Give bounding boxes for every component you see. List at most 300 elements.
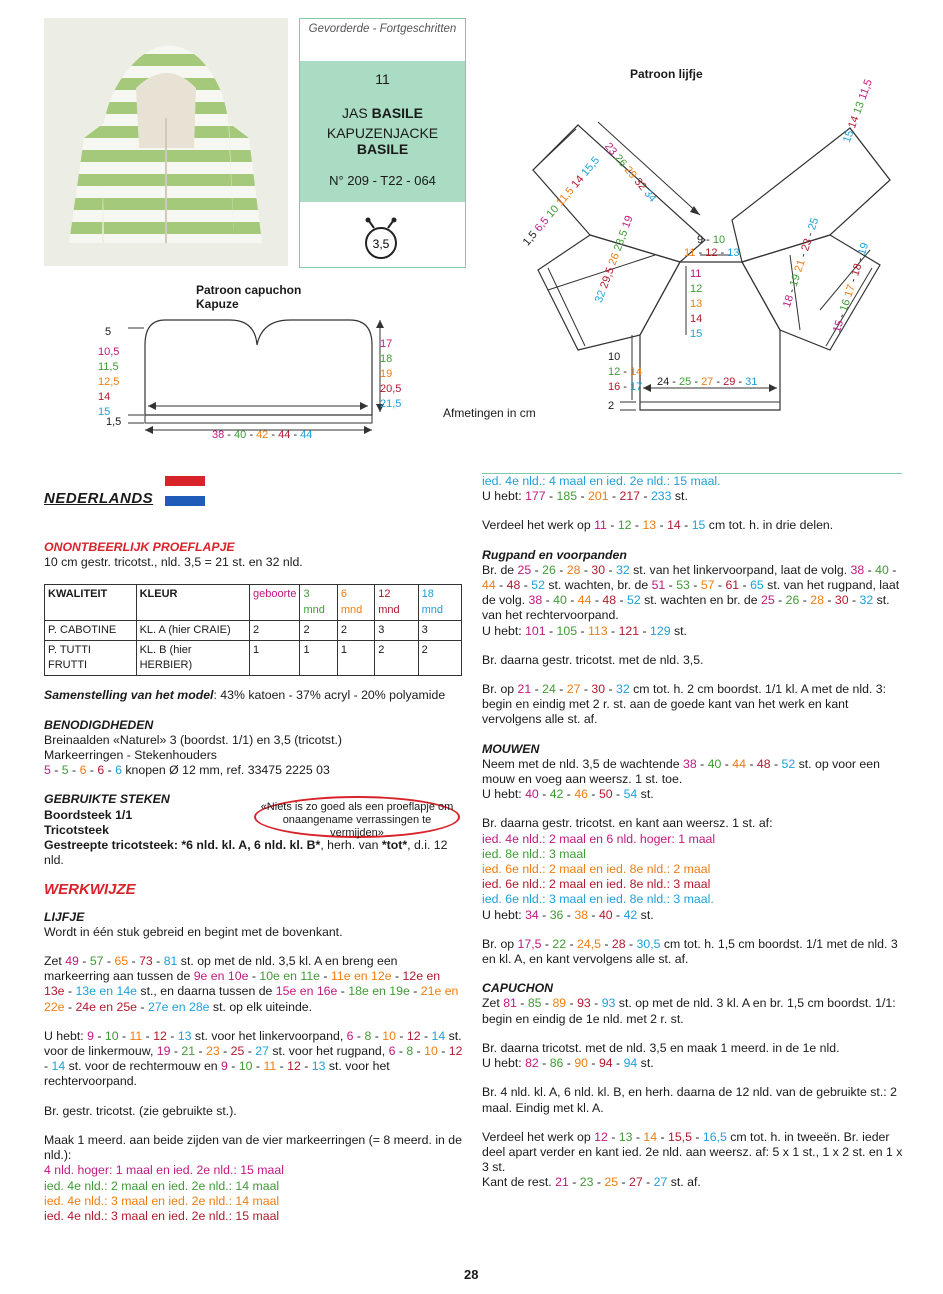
btn-1: 5 [44, 763, 51, 778]
hb-1: 21 [555, 1175, 569, 1190]
fl-5: 32 [592, 288, 609, 305]
rf-c5: 65 [750, 578, 764, 593]
slt-4: 32 [631, 175, 649, 193]
bb-5: 31 [745, 376, 758, 388]
decrease-size-2: ied. 8e nld.: 3 maal [482, 846, 586, 861]
sleeves-knit: Br. daarna gestr. tricotst. en kant aan weersz. 1 st. af: [482, 816, 773, 831]
hct-5: 94 [623, 1056, 638, 1071]
sl-2: 40 [707, 756, 722, 771]
left-column [44, 540, 464, 1224]
srd-4: 23 [799, 237, 815, 253]
hood-bottom-5: 44 [300, 429, 313, 441]
hood-bottom-1: 38 [212, 429, 225, 441]
title-nl-bold: BASILE [371, 105, 423, 121]
slc2-4: 40 [598, 907, 613, 922]
hct-1: 82 [525, 1056, 539, 1071]
sc-d3: 10 [424, 1044, 438, 1059]
btn-4: 6 [97, 763, 105, 778]
hd-2: 13 [618, 1129, 633, 1144]
slc-1: 40 [525, 787, 539, 802]
bfc-5: 129 [650, 623, 671, 638]
increase-size-5: ied. 4e nld.: 4 maal en ied. 2e nld.: 15 maal. [482, 474, 721, 488]
sc-c2: 21 [181, 1044, 196, 1059]
hood-right-4: 20,5 [380, 383, 402, 395]
co-mid: st. op met de nld. 3,5 kl. A en breng een markeerring aan tussen de [44, 954, 398, 984]
slc2-2: 36 [549, 907, 564, 922]
slc-3: 46 [574, 787, 589, 802]
co-a5: 13e en 14e [75, 984, 138, 999]
rt-3: 12 [705, 247, 718, 259]
cast-on: Zet 49 - 57 - 65 - 73 - 81 st. op met de nld. 3,5 kl. A en breng een markeerring aan tussen de 9e en 10e - 10e en 11e - 11e en 12e - 12e en 13e - 13e en 14e st., en daarna tussen de 15e en 16e - 18e en 19e - 21e en 22e - 24e en 25e - 27e en 28e st. op elk uiteinde. [44, 954, 459, 1014]
rf-d1: 38 [528, 593, 543, 608]
hood-bottom: 38 - 40 - 42 - 44 - 44 [212, 429, 313, 441]
sc-c5: 27 [255, 1044, 269, 1059]
hct-end: st. [637, 1056, 654, 1071]
materials-heading: BENODIGDHEDEN [44, 717, 154, 732]
back-side: 10 12 - 14 16 - 17 [608, 351, 643, 393]
cell: 3 [418, 620, 461, 640]
co-a4: 12e en 13e [44, 969, 441, 999]
cl-4: 14 [690, 313, 703, 325]
raglan-top: 9 - 10 [697, 234, 726, 246]
increase-size-1: 4 nld. hoger: 1 maal en ied. 2e nld.: 15 maal [44, 1163, 284, 1178]
co-b1: 15e en 16e [275, 984, 338, 999]
btn-2: 5 [61, 763, 69, 778]
sc-a5: 13 [177, 1028, 192, 1043]
bfc-end: st. [670, 623, 687, 638]
co-b5: 27e en 28e [147, 999, 210, 1014]
back-front-knit: Br. daarna gestr. tricotst. met de nld. 3,5. [482, 652, 704, 667]
bs-3: 14 [630, 366, 643, 378]
hood-right-5: 21,5 [380, 398, 402, 410]
sc-t2: st. voor de linkermouw, [44, 1028, 462, 1059]
center-list [690, 267, 702, 342]
th-size-2: 3 mnd [300, 585, 337, 620]
decrease-size-3: ied. 6e nld.: 2 maal en ied. 8e nld.: 2 maal [482, 862, 711, 877]
ts-1: 177 [525, 489, 546, 504]
sleeves-count2: U hebt: 34 - 36 - 38 - 40 - 42 st. [482, 907, 654, 922]
cl-2: 12 [690, 283, 703, 295]
flag-icon [165, 476, 205, 506]
rf-e2: 26 [785, 593, 800, 608]
cell: 2 [300, 620, 337, 640]
ts-3: 201 [588, 489, 609, 504]
slc-4: 50 [598, 787, 613, 802]
slf-3: 24,5 [577, 936, 601, 951]
dw-end: cm tot. h. in drie delen. [705, 518, 834, 533]
reference: N° 209 - T22 - 064 [329, 173, 436, 188]
sc-b4: 12 [406, 1028, 421, 1043]
bs-2: 12 [608, 366, 621, 378]
sleeves-finish: Br. op 17,5 - 22 - 24,5 - 28 - 30,5 cm tot. h. 1,5 cm boordst. 1/1 met de nld. 3 en kl. A, en kant vervolgens alle st. af. [482, 936, 898, 967]
hood-left-top: 5 [105, 326, 112, 338]
increase-size-3: ied. 4e nld.: 3 maal en ied. 2e nld.: 14 maal [44, 1193, 280, 1208]
total-stitches: U hebt: 177 - 185 - 201 - 217 - 233 st. [482, 489, 688, 504]
rf-d4: 48 [602, 593, 617, 608]
tip-callout: «Niets is zo goed als een proeflapje om onaangename verrassingen te vermijden» [254, 796, 460, 838]
material-2: Markeerringen - Stekenhouders [44, 748, 217, 763]
slt-2: 26 [611, 152, 629, 170]
cell: KL. B (hier HERBIER) [136, 641, 249, 676]
co-v5: 81 [163, 954, 178, 969]
gauge-text: 10 cm gestr. tricotst., nld. 3,5 = 21 st. en 32 nld. [44, 555, 303, 570]
hb-end: st. af. [667, 1175, 701, 1190]
work-heading: WERKWIJZE [44, 881, 136, 899]
pattern-number: 11 [375, 71, 390, 87]
bfc-3: 113 [588, 623, 608, 638]
yarn-table [44, 584, 462, 676]
srt-3: 14 [846, 114, 862, 131]
composition-text: : 43% katoen - 37% acryl - 20% polyamide [213, 688, 446, 703]
hb-5: 27 [653, 1175, 668, 1190]
th-size-5: 18 mnd [418, 585, 461, 620]
rf-t4: st. wachten en br. de [640, 593, 761, 608]
bff-2: 24 [542, 682, 556, 697]
body-title: Patroon lijfje [630, 67, 703, 81]
hood-bottom-3: 42 [256, 429, 269, 441]
sc-b1: 6 [346, 1028, 354, 1043]
rf-a5: 32 [616, 562, 630, 577]
increase-size-2: ied. 4e nld.: 2 maal en ied. 2e nld.: 14 maal [44, 1178, 280, 1193]
sl-end: st. op voor een mouw en voeg aan weersz. 1 st. toe. [482, 756, 880, 787]
sc-d5: 14 [51, 1059, 66, 1074]
hct-3: 90 [574, 1056, 589, 1071]
bfc-1: 101 [525, 623, 546, 638]
back-front-text: Br. de 25 - 26 - 28 - 30 - 32 st. van het linkervoorpand, laat de volg. 38 - 40 - 44 - 48 - 52 st. wachten, br. de 51 - 53 - 57 - 61 - 65 st. van het rugpand, laat de volg. 38 - 40 - 44 - 48 - 52 st. wachten en br. de 25 - 26 - 28 - 30 - 32 st. van het rechtervoorpand. [482, 562, 900, 623]
sleeves-heading: MOUWEN [482, 741, 540, 756]
hood-right-1: 17 [380, 338, 393, 350]
sl-4: 48 [756, 756, 771, 771]
hood-title: Patroon capuchon [196, 283, 302, 297]
co-a3: 11e en 12e [330, 969, 392, 984]
th-color: KLEUR [136, 585, 249, 620]
dw-pre: Verdeel het werk op [482, 518, 595, 533]
sc-e3: 11 [263, 1059, 277, 1074]
composition [44, 688, 464, 703]
fl-2: 23,5 [611, 228, 631, 253]
body-diagram [0, 0, 943, 460]
stitch-3-tot: *tot* [381, 838, 408, 853]
cell: 2 [337, 620, 374, 640]
sl-1: 38 [682, 756, 697, 771]
sc-e4: 12 [287, 1059, 301, 1074]
sc-e2: 10 [238, 1059, 253, 1074]
decrease-size-4: ied. 6e nld.: 2 maal en ied. 8e nld.: 3 maal [482, 877, 711, 892]
bb-4: 29 [723, 376, 736, 388]
hood-left-3: 12,5 [98, 376, 120, 388]
hb-3: 25 [604, 1175, 619, 1190]
bb-1: 24 [657, 376, 670, 388]
bff-5: 32 [616, 682, 630, 697]
cell: 2 [250, 620, 300, 640]
fl-4: 29,5 [598, 265, 617, 291]
bs-1: 10 [608, 351, 621, 363]
hood-left-rib: 1,5 [106, 416, 122, 428]
stitch-3-end: , d.i. 12 nld. [44, 838, 448, 868]
srd-1: 18 [780, 293, 797, 310]
hct-2: 86 [549, 1056, 564, 1071]
knit-instruction: Br. gestr. tricotst. (zie gebruikte st.). [44, 1103, 237, 1118]
srd-5: 25 [806, 216, 822, 232]
hood-bindoff: Kant de rest. 21 - 23 - 25 - 27 - 27 st. af. [482, 1175, 701, 1190]
cl-3: 13 [690, 298, 703, 310]
sc-t4: st. voor de rechtermouw en [65, 1059, 222, 1074]
slt-5: 34 [641, 187, 659, 205]
sc-b2: 8 [364, 1028, 372, 1043]
stitches-heading: GEBRUIKTE STEKEN [44, 792, 170, 807]
title-de-bold: BASILE [356, 141, 409, 157]
slf-1: 17,5 [517, 936, 542, 951]
rf-e4: 30 [834, 593, 849, 608]
bfc-pre: U hebt: [482, 623, 526, 638]
slc-end: st. [637, 787, 654, 802]
slc2-pre: U hebt: [482, 907, 526, 922]
body-heading: LIJFJE [44, 909, 85, 924]
slt-3: 29 [621, 164, 639, 182]
cell: 3 [375, 620, 418, 640]
sc-c4: 25 [230, 1044, 245, 1059]
sc-t1: st. voor het linkervoorpand, [191, 1028, 347, 1043]
sleeves-count: U hebt: 40 - 42 - 46 - 50 - 54 st. [482, 787, 654, 802]
co-pre: Zet [44, 954, 66, 969]
co-mid2: st., en daarna tussen de [137, 984, 276, 999]
sc-a4: 12 [153, 1028, 167, 1043]
stitch-3-mid: , herh. van [320, 838, 382, 853]
hc-pre: Zet [482, 996, 504, 1011]
slc2-3: 38 [574, 907, 589, 922]
stitch-3-bold: Gestreepte tricotsteek: *6 nld. kl. A, 6 nld. kl. B* [44, 838, 321, 853]
co-a2: 10e en 11e [259, 969, 320, 984]
bb-3: 27 [701, 376, 714, 388]
th-size-3: 6 mnd [337, 585, 374, 620]
stitch-2: Tricotsteek [44, 822, 109, 837]
rf-b1: 38 [850, 562, 865, 577]
rf-t1: st. van het linkervoorpand, laat de volg. [629, 562, 851, 577]
rf-d2: 40 [553, 593, 567, 608]
hc-1: 81 [503, 996, 517, 1011]
sc-b3: 10 [382, 1028, 396, 1043]
stitch-1: Boordsteek 1/1 [44, 807, 133, 822]
hood-left-4: 14 [98, 391, 111, 403]
hc-end: st. op met de nld. 3 kl. A en br. 1,5 cm boordst. 1/1: begin en eindig de 1e nld. met 2 r. st. [482, 996, 896, 1026]
rf-d3: 44 [577, 593, 592, 608]
srt-4: 15 [840, 128, 857, 145]
bs-5: 17 [630, 381, 643, 393]
dw-1: 11 [594, 518, 607, 533]
th-size-4: 12 mnd [375, 585, 418, 620]
rf-b5: 52 [531, 578, 545, 593]
hood-bottom-4: 44 [278, 429, 291, 441]
material-1: Breinaalden «Naturel» 3 (boordst. 1/1) en 3,5 (tricotst.) [44, 732, 343, 747]
hc-4: 93 [577, 996, 591, 1011]
bff-end: cm tot. h. 2 cm boordst. 1/1 kl. A met de nld. 3: begin en eindig met 2 r. st. aan de goede kant van het werk en kant vervolgens alle st. af. [482, 682, 887, 727]
sc-a1: 9 [87, 1028, 94, 1043]
hb-2: 23 [579, 1175, 594, 1190]
co-v3: 65 [114, 954, 129, 969]
rt-2: 11 [684, 247, 696, 259]
sls-3: 11,5 [554, 185, 577, 209]
rf-c4: 61 [725, 578, 740, 593]
increase-instruction: Maak 1 meerd. aan beide zijden van de vier markeerringen (= 8 meerd. in de nld.): [44, 1132, 462, 1163]
hd-1: 12 [594, 1129, 608, 1144]
bfc-4: 121 [618, 623, 640, 638]
rf-t5: st. van het rechtervoorpand. [482, 593, 890, 623]
sls-2: 10 [544, 203, 562, 221]
hb-pre: Kant de rest. [482, 1175, 556, 1190]
srs-2: 16 [837, 297, 853, 314]
slt-1: 23 [602, 140, 620, 158]
material-3-rest: knopen Ø 12 mm, ref. 33475 2225 03 [121, 763, 330, 778]
sls-5: 15,5 [579, 154, 603, 179]
co-v4: 73 [139, 954, 153, 969]
rt-1: 10 [712, 234, 726, 246]
co-end: st. op elk uiteinde. [209, 999, 313, 1014]
sc-c3: 23 [206, 1044, 220, 1059]
needle-size: 3,5 [372, 237, 390, 251]
rf-b2: 40 [875, 562, 889, 577]
bff-1: 21 [517, 682, 532, 697]
hc-5: 93 [601, 996, 616, 1011]
table-header-row [45, 585, 462, 620]
sc-a2: 10 [104, 1028, 119, 1043]
slc2-1: 34 [525, 907, 539, 922]
sl-5: 52 [781, 756, 796, 771]
slf-end: cm tot. h. 1,5 cm boordst. 1/1 met de nld. 3 en kl. A, en kant vervolgens alle st. af. [482, 936, 898, 967]
hood-right-3: 19 [380, 368, 393, 380]
cl-1: 11 [690, 268, 702, 280]
gauge-heading: ONONTBEERLIJK PROEFLAPJE [44, 540, 235, 554]
sleeve-right-diag: 18 - 19 21 - 23 - 25 [780, 216, 822, 310]
difficulty-level: Gevorderde - Fortgeschritten [308, 23, 457, 35]
th-size-1: geboorte [250, 585, 300, 620]
slc-2: 42 [549, 787, 564, 802]
slc-5: 54 [623, 787, 638, 802]
ts-2: 185 [556, 489, 578, 504]
rf-c2: 53 [676, 578, 690, 593]
rf-e3: 28 [810, 593, 824, 608]
srd-2: 19 [787, 272, 803, 289]
sls-4: 14 [569, 173, 587, 191]
fl-1: 19 [620, 214, 636, 230]
hc-2: 85 [527, 996, 542, 1011]
sc-d2: 8 [406, 1044, 414, 1059]
cell: 1 [300, 641, 337, 676]
rf-a2: 26 [542, 562, 556, 577]
hood-stripes: Br. 4 nld. kl. A, 6 nld. kl. B, en herh. daarna de 12 nld. van de gebruikte st.: 2 maal. Eindig met kl. A. [482, 1085, 897, 1115]
bff-4: 30 [591, 682, 606, 697]
back-bottom: 24 - 25 - 27 - 29 - 31 [657, 376, 758, 388]
slf-pre: Br. op [482, 936, 518, 951]
slc2-end: st. [637, 907, 654, 922]
unit-note: Afmetingen in cm [443, 406, 536, 420]
slf-5: 30,5 [636, 936, 661, 951]
rf-c3: 57 [700, 578, 715, 593]
sc-pre: U hebt: [44, 1028, 88, 1043]
ts-end: st. [671, 489, 688, 504]
cell: 1 [337, 641, 374, 676]
co-a1: 9e en 10e [193, 969, 249, 984]
slc2-5: 42 [623, 907, 638, 922]
dw-5: 15 [691, 518, 706, 533]
sls-1: 6,5 [532, 214, 552, 235]
hood-left-5: 15 [98, 406, 111, 418]
sc-e5: 13 [311, 1059, 326, 1074]
co-b3: 21e en 22e [44, 984, 459, 1014]
srs-1: 15 [830, 318, 847, 335]
hood-heading: CAPUCHON [482, 981, 554, 996]
sl-3: 44 [732, 756, 746, 771]
decrease-size-5: ied. 6e nld.: 3 maal en ied. 8e nld.: 3 maal. [482, 892, 714, 907]
rf-b4: 48 [506, 578, 521, 593]
hct-4: 94 [598, 1056, 613, 1071]
srs-5: 19 [856, 241, 872, 257]
table-row [45, 641, 462, 676]
co-v2: 57 [89, 954, 104, 969]
sleeves-text: Neem met de nld. 3,5 de wachtende 38 - 40 - 44 - 48 - 52 st. op voor een mouw en voeg aan weersz. 1 st. toe. [482, 756, 880, 787]
hd-pre: Verdeel het werk op [482, 1129, 595, 1144]
co-b2: 18e en 19e [348, 984, 410, 999]
back-front-finish: Br. op 21 - 24 - 27 - 30 - 32 cm tot. h. 2 cm boordst. 1/1 kl. A met de nld. 3: begin en eindig met 2 r. st. aan de goede kant van het werk en kant vervolgens alle st. af. [482, 682, 887, 727]
title-de-pre: KAPUZENJACKE [326, 125, 439, 141]
dw-4: 14 [667, 518, 681, 533]
sls-0: 1,5 [520, 228, 540, 249]
cell: P. CABOTINE [45, 620, 137, 640]
fl-3: 26 [606, 251, 623, 268]
slf-4: 28 [611, 936, 626, 951]
hct-pre: U hebt: [482, 1056, 526, 1071]
hood-left-1: 10,5 [98, 346, 120, 358]
hood-cast-on: Zet 81 - 85 - 89 - 93 - 93 st. op met de nld. 3 kl. A en br. 1,5 cm boordst. 1/1: begin en eindig de 1e nld. met 2 r. st. [482, 996, 896, 1026]
material-3: 5 - 5 - 6 - 6 - 6 knopen Ø 12 mm, ref. 33475 2225 03 [44, 763, 330, 778]
rf-a1: 25 [517, 562, 532, 577]
stitch-count: U hebt: 9 - 10 - 11 - 12 - 13 st. voor het linkervoorpand, 6 - 8 - 10 - 12 - 14 st. voor de linkermouw, 19 - 21 - 23 - 25 - 27 st. voor het rugpand, 6 - 8 - 10 - 12 - 14 st. voor de rechtermouw en 9 - 10 - 11 - 12 - 13 st. voor het rechtervoorpand. [44, 1028, 463, 1089]
cell: KL. A (hier CRAIE) [136, 620, 249, 640]
rf-t2: st. wachten, br. de [544, 578, 652, 593]
slc-pre: U hebt: [482, 787, 526, 802]
hood-bottom-2: 40 [234, 429, 247, 441]
sc-t3: st. voor het rugpand, [268, 1044, 389, 1059]
rf-t3: st. van het rugpand, laat de volg. [482, 578, 900, 608]
btn-5: 6 [115, 763, 122, 778]
sc-d1: 6 [388, 1044, 396, 1059]
back-front-heading: Rugpand en voorpanden [482, 547, 627, 562]
sl-pre: Neem met de nld. 3,5 de wachtende [482, 756, 683, 771]
rf-e5: 32 [859, 593, 874, 608]
hood-title-de: Kapuze [196, 297, 239, 311]
page-number: 28 [464, 1267, 479, 1282]
hd-5: 16,5 [702, 1129, 727, 1144]
language-heading: NEDERLANDS [44, 490, 154, 507]
divide-work: Verdeel het werk op 11 - 12 - 13 - 14 - 15 cm tot. h. in drie delen. [482, 518, 834, 533]
rt-0: 9 [697, 234, 704, 246]
co-b4: 24e en 25e [75, 999, 138, 1014]
sc-d4: 12 [448, 1044, 463, 1059]
rf-d5: 52 [627, 593, 641, 608]
co-v1: 49 [65, 954, 79, 969]
srt-2: 13 [851, 100, 867, 116]
sc-c1: 19 [156, 1044, 171, 1059]
cell: 2 [375, 641, 418, 676]
srt-1: 11,5 [856, 77, 875, 102]
srd-3: 21 [792, 258, 808, 274]
hood-left-2: 11,5 [98, 361, 119, 373]
ts-5: 233 [650, 489, 672, 504]
rf-c1: 51 [651, 578, 666, 593]
ts-4: 217 [619, 489, 641, 504]
btn-3: 6 [79, 763, 87, 778]
body-intro: Wordt in één stuk gebreid en begint met de bovenkant. [44, 924, 343, 939]
back-front-count: U hebt: 101 - 105 - 113 - 121 - 129 st. [482, 623, 687, 638]
